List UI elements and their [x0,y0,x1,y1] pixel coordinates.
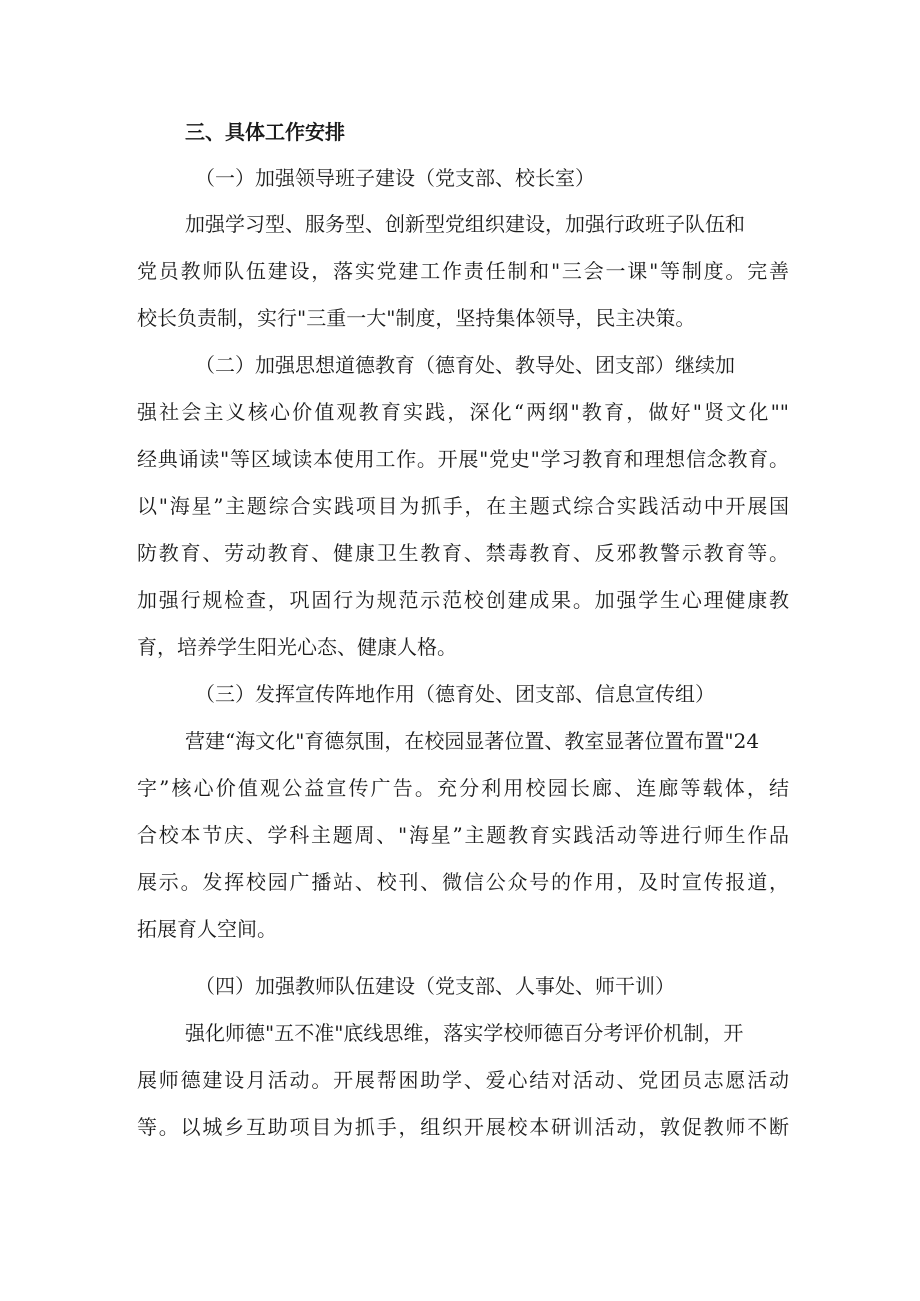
paragraph-3-line-1: 营建“海文化"育德氛围，在校园显著位置、教室显著位置布置"24 [185,729,760,753]
paragraph-3-line-2: 字”核心价值观公益宣传广告。充分利用校园长廊、连廊等载体，结 [137,776,789,800]
paragraph-3-line-3: 合校本节庆、学科主题周、"海星”主题教育实践活动等进行师生作品 [137,823,789,847]
paragraph-2-line-5: 防教育、劳动教育、健康卫生教育、禁毒教育、反邪教警示教育等。 [137,541,789,565]
subsection-title-4: （四）加强教师队伍建设（党支部、人事处、师干训） [195,974,675,998]
paragraph-4-line-1: 强化师德"五不准"底线思维，落实学校师德百分考评价机制，开 [185,1021,744,1045]
subsection-title-3: （三）发挥宣传阵地作用（德育处、团支部、信息宣传组） [195,682,715,706]
paragraph-1-line-3: 校长负责制，实行"三重一大"制度，坚持集体领导，民主决策。 [137,306,696,330]
subsection-title-1: （一）加强领导班子建设（党支部、校长室） [195,166,595,190]
section-heading: 三、具体工作安排 [185,120,345,144]
paragraph-1-line-1: 加强学习型、服务型、创新型党组织建设，加强行政班子队伍和 [185,212,745,236]
paragraph-1-line-2: 党员教师队伍建设，落实党建工作责任制和"三会一课"等制度。完善 [137,259,789,283]
paragraph-3-line-4: 展示。发挥校园广播站、校刊、微信公众号的作用，及时宣传报道， [137,870,789,894]
paragraph-4-line-3: 等。以城乡互助项目为抓手，组织开展校本研训活动，敦促教师不断 [137,1115,789,1139]
paragraph-2-line-3: 经典诵读"等区域读本使用工作。开展"党史"学习教育和理想信念教育。 [137,447,789,471]
paragraph-2-line-6: 加强行规检查，巩固行为规范示范校创建成果。加强学生心理健康教 [137,588,789,612]
paragraph-2-line-4: 以"海星”主题综合实践项目为抓手，在主题式综合实践活动中开展国 [137,494,789,518]
paragraph-2-line-7: 育，培养学生阳光心态、健康人格。 [137,635,457,659]
paragraph-3-line-5: 拓展育人空间。 [137,917,277,941]
paragraph-2-line-1: （二）加强思想道德教育（德育处、教导处、团支部）继续加 [195,353,735,377]
paragraph-2-line-2: 强社会主义核心价值观教育实践，深化“两纲"教育，做好"贤文化"" [137,400,789,424]
paragraph-4-line-2: 展师德建设月活动。开展帮困助学、爱心结对活动、党团员志愿活动 [137,1068,789,1092]
